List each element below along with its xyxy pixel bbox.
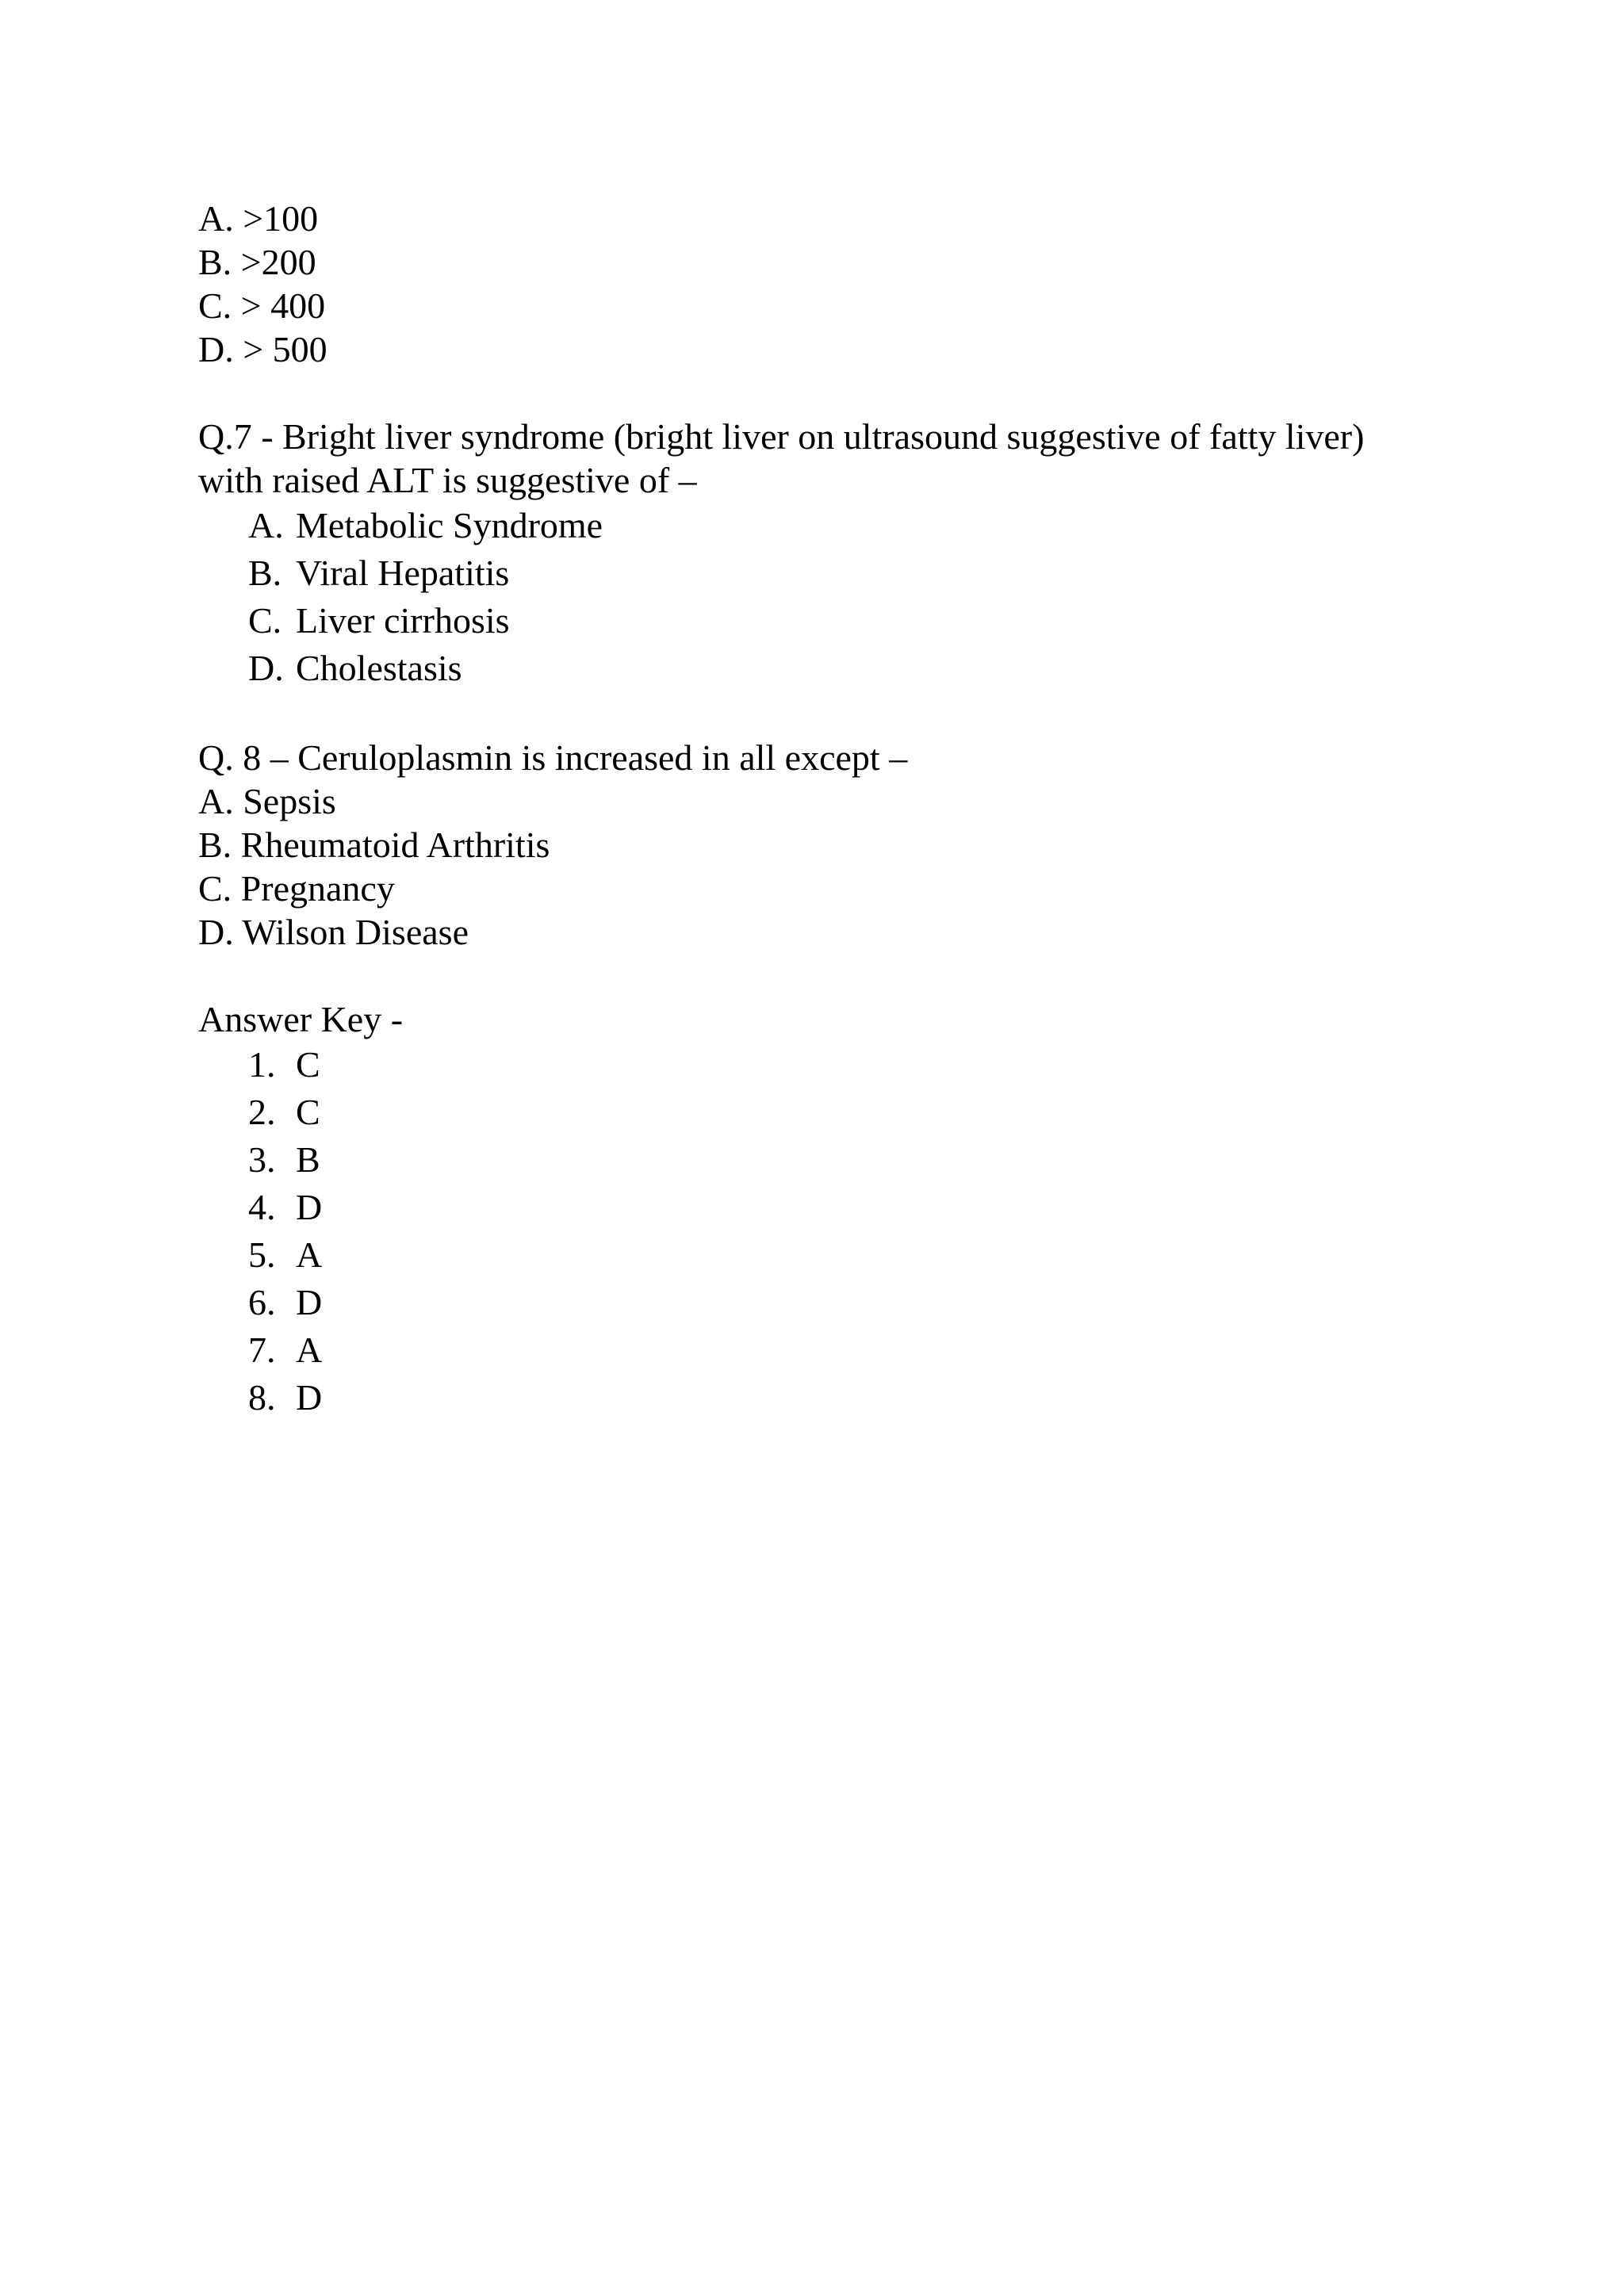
answer-item xyxy=(248,1184,1435,1231)
q6-option-b: B. >200 xyxy=(198,242,316,282)
q7-option-b xyxy=(248,549,1435,597)
q8-option-a: A. Sepsis xyxy=(198,781,336,821)
q7-option-d xyxy=(248,645,1435,692)
option-letter: C. xyxy=(248,600,282,641)
answer-key-title: Answer Key - xyxy=(198,999,404,1039)
spacer xyxy=(198,692,1435,736)
answer-number: 4. xyxy=(248,1187,276,1227)
option-letter: D. xyxy=(248,648,284,688)
q8-option-c: C. Pregnancy xyxy=(198,868,395,909)
q7-option-a xyxy=(248,502,1435,549)
answer-item xyxy=(248,1089,1435,1136)
q7-block xyxy=(198,415,1435,692)
option-letter: A. xyxy=(248,505,284,545)
option-letter: B. xyxy=(248,553,282,593)
option-text: Liver cirrhosis xyxy=(296,600,510,641)
answer-item xyxy=(248,1041,1435,1089)
answer-number: 1. xyxy=(248,1044,276,1085)
q6-options xyxy=(198,197,1435,371)
answer-number: 8. xyxy=(248,1377,276,1418)
answer-item xyxy=(248,1326,1435,1374)
q7-question: Q.7 - Bright liver syndrome (bright liver on ultrasound suggestive of fatty liver) with raised ALT is suggestive of – xyxy=(198,416,1365,500)
spacer xyxy=(198,371,1435,415)
answer-key xyxy=(198,997,1435,1422)
answer-letter: C xyxy=(296,1044,320,1085)
answer-item xyxy=(248,1279,1435,1326)
option-text: Viral Hepatitis xyxy=(296,553,510,593)
q6-option-d: D. > 500 xyxy=(198,329,327,369)
answer-number: 2. xyxy=(248,1092,276,1132)
answer-letter: D xyxy=(296,1282,323,1322)
q8-option-d: D. Wilson Disease xyxy=(198,912,469,952)
q6-option-a: A. >100 xyxy=(198,198,319,239)
answer-item xyxy=(248,1374,1435,1422)
answer-number: 7. xyxy=(248,1330,276,1370)
answer-letter: D xyxy=(296,1377,323,1418)
answer-letter: C xyxy=(296,1092,320,1132)
spacer xyxy=(198,954,1435,997)
answer-letter: A xyxy=(296,1234,323,1275)
answer-letter: B xyxy=(296,1139,320,1180)
q6-option-c: C. > 400 xyxy=(198,285,326,326)
answer-key-list xyxy=(198,1041,1435,1422)
q8-question: Q. 8 – Ceruloplasmin is increased in all except – xyxy=(198,737,908,778)
answer-letter: A xyxy=(296,1330,323,1370)
q8-option-b: B. Rheumatoid Arthritis xyxy=(198,825,550,865)
q7-options xyxy=(198,502,1435,692)
q8-block xyxy=(198,736,1435,954)
option-text: Cholestasis xyxy=(296,648,462,688)
answer-item xyxy=(248,1136,1435,1184)
q7-option-c xyxy=(248,597,1435,645)
answer-number: 6. xyxy=(248,1282,276,1322)
answer-number: 5. xyxy=(248,1234,276,1275)
answer-number: 3. xyxy=(248,1139,276,1180)
option-text: Metabolic Syndrome xyxy=(296,505,603,545)
answer-letter: D xyxy=(296,1187,323,1227)
answer-item xyxy=(248,1231,1435,1279)
document-page xyxy=(198,197,1435,1422)
